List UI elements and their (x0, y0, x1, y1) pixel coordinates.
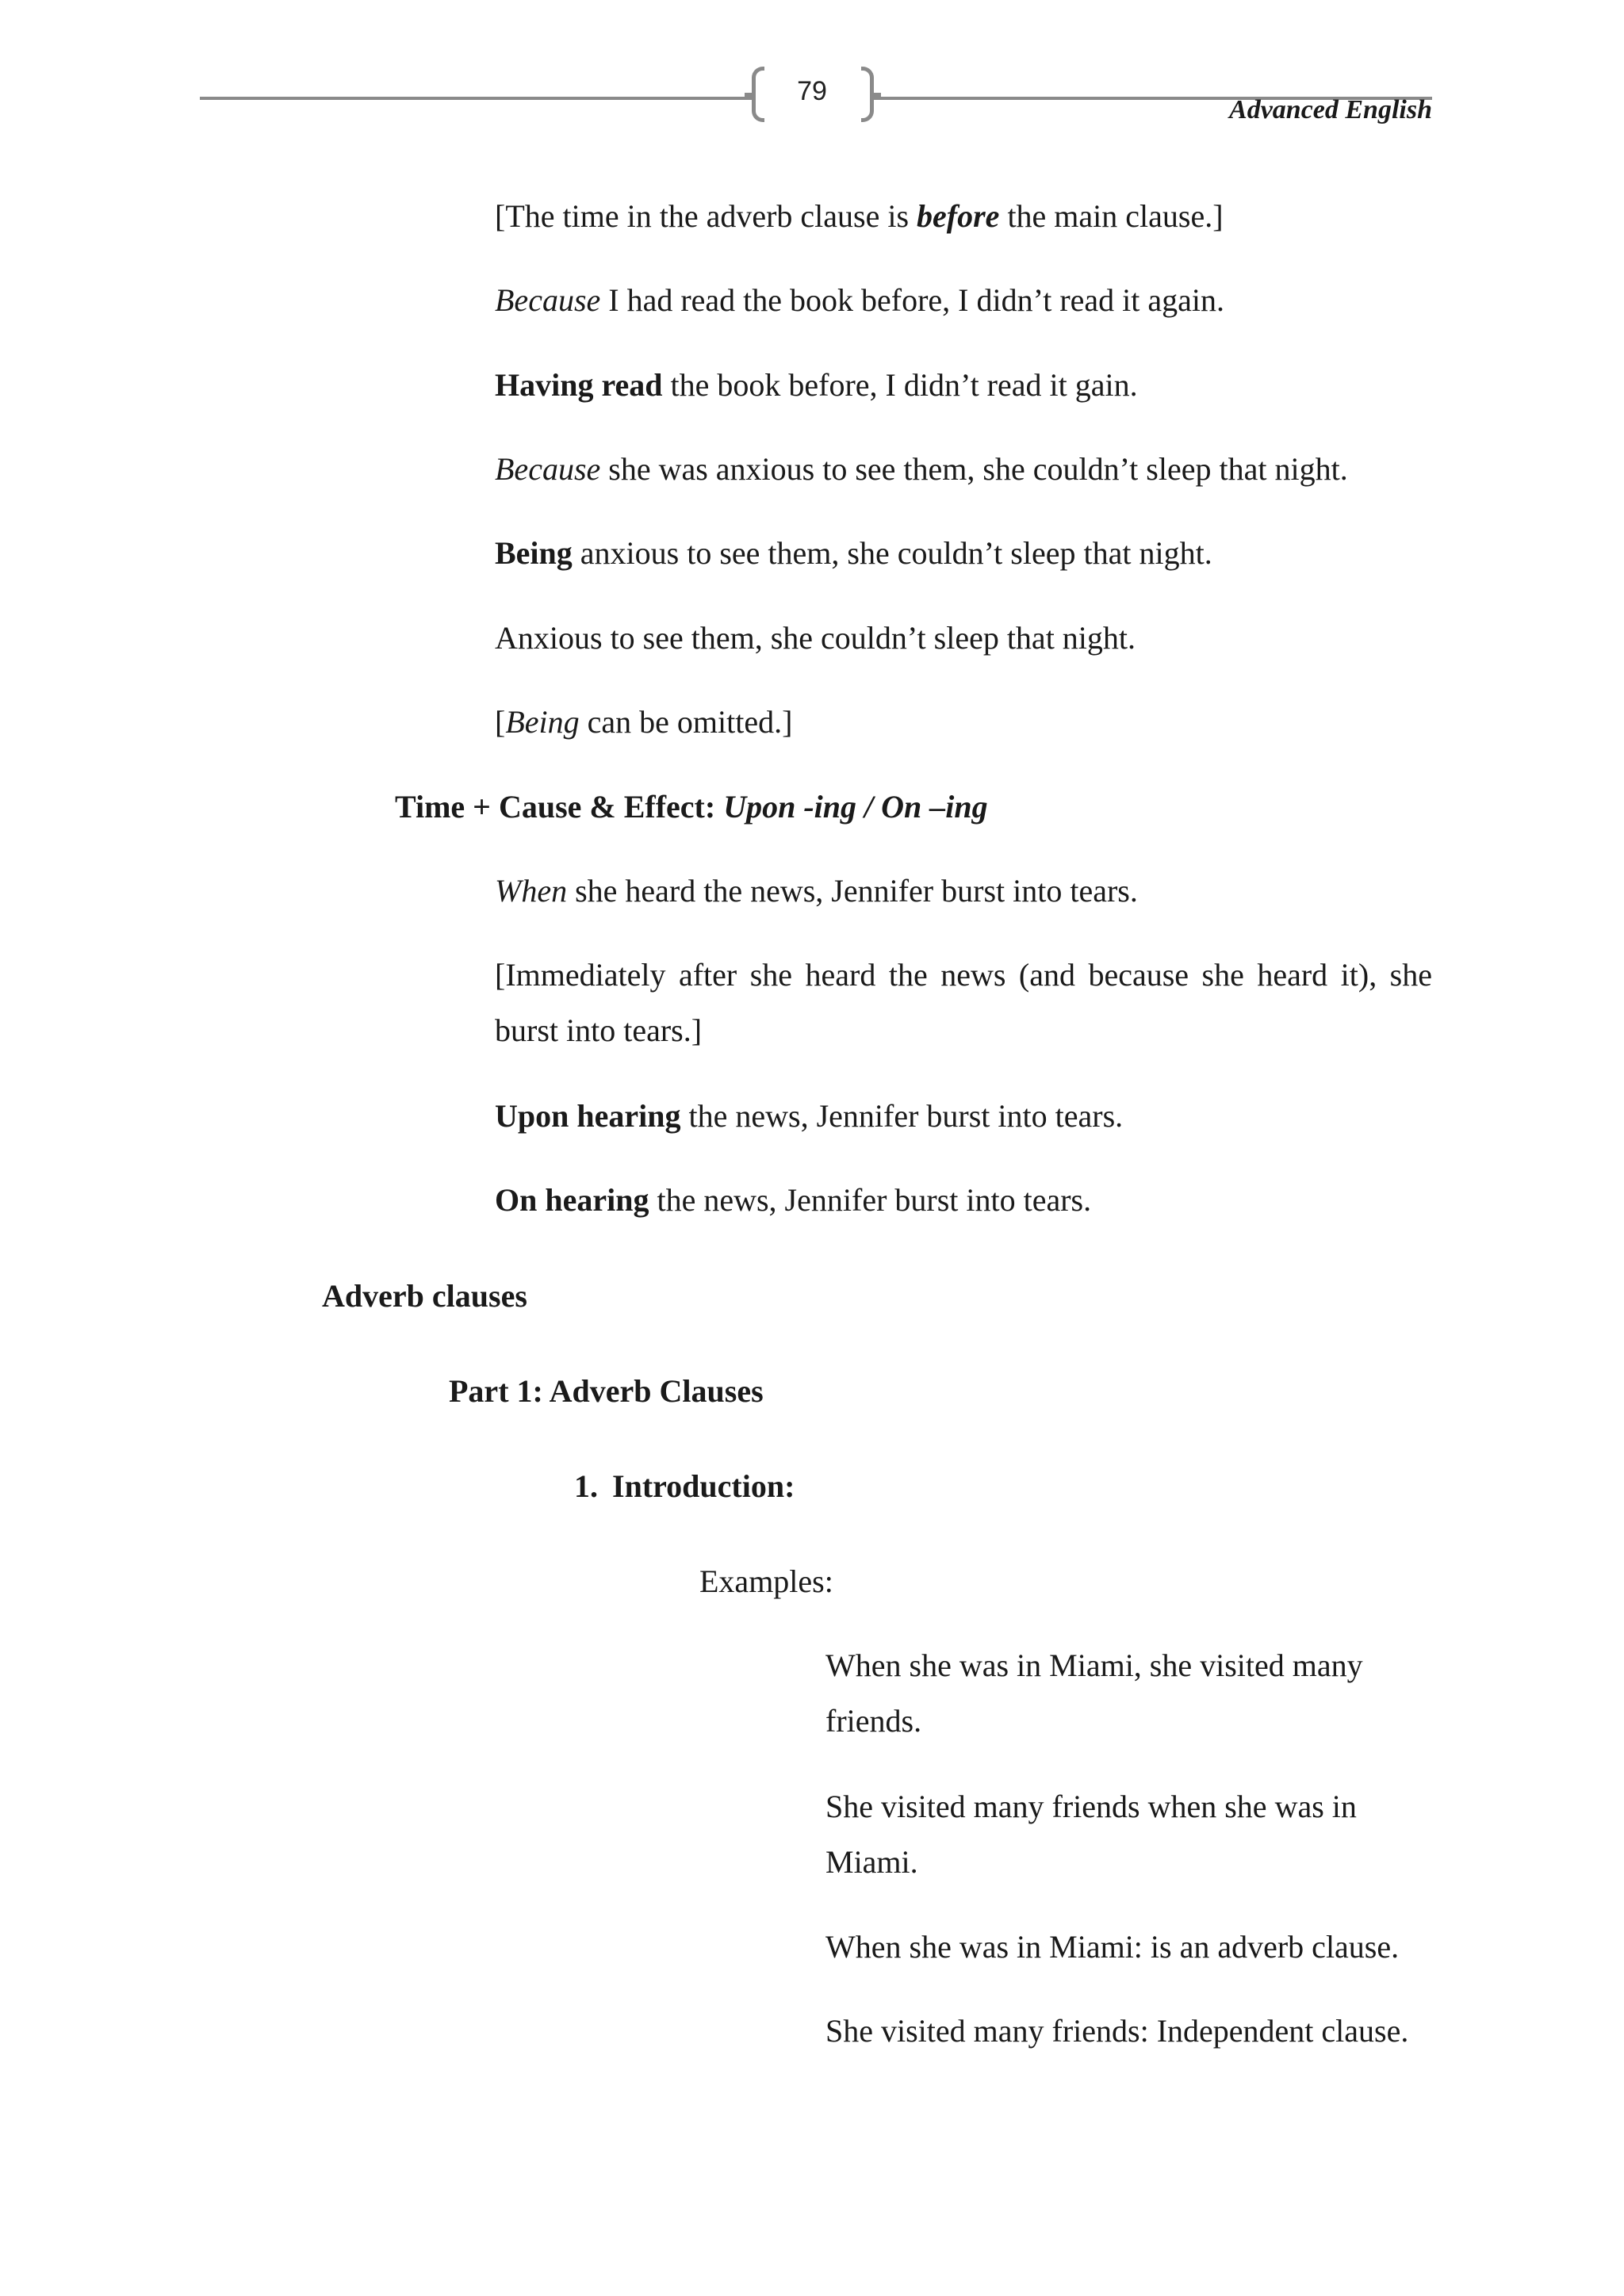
subheading-time-cause-effect (395, 779, 988, 835)
heading-text: Part 1: Adverb Clauses (449, 1373, 764, 1409)
paragraph-line: [Immediately after she heard the news (and because she heard it), she (495, 957, 1432, 993)
example-line: She visited many friends when she was in (825, 1789, 1357, 1824)
header-rule-left (200, 97, 755, 100)
example-2 (825, 1779, 1357, 1890)
text-segment: the news, Jennifer burst into tears. (680, 1098, 1124, 1134)
example-4: She visited many friends: Independent clause. (825, 2013, 1409, 2049)
example-line: When she was in Miami, she visited many (825, 1647, 1363, 1683)
text-segment: [ (495, 704, 506, 740)
italic-word: Because (495, 451, 601, 487)
text-segment: she heard the news, Jennifer burst into tears. (567, 873, 1138, 909)
example-1 (825, 1638, 1363, 1749)
page-number: 79 (797, 76, 827, 106)
text-line-5 (495, 526, 1212, 581)
bold-phrase: Time + Cause & Effect: (395, 789, 724, 825)
text-line-7 (495, 695, 792, 750)
text-segment: the news, Jennifer burst into tears. (649, 1182, 1092, 1218)
text-line-2 (495, 273, 1224, 328)
part-heading (449, 1364, 764, 1419)
text-segment: can be omitted.] (579, 704, 793, 740)
text-line-11 (495, 1089, 1123, 1144)
text-paragraph-10 (495, 947, 1432, 1058)
example-line: Miami. (825, 1844, 918, 1880)
bold-phrase: On hearing (495, 1182, 649, 1218)
page-number-right-bracket (861, 67, 874, 122)
paragraph-line: burst into tears.] (495, 1012, 703, 1048)
page-number-left-bracket (752, 67, 764, 122)
heading-text: Introduction: (612, 1468, 795, 1504)
italic-word: Being (505, 704, 580, 740)
italic-word: Because (495, 282, 601, 318)
numbered-heading (574, 1459, 795, 1514)
list-number: 1. (574, 1468, 598, 1504)
text-line-1 (495, 189, 1224, 244)
text-segment: I had read the book before, I didn’t read it again. (600, 282, 1225, 318)
bold-phrase: Upon hearing (495, 1098, 681, 1134)
text-segment: the main clause.] (999, 198, 1224, 234)
bold-italic-phrase: Upon -ing / On –ing (723, 789, 988, 825)
text-segment: anxious to see them, she couldn’t sleep that night. (572, 535, 1212, 571)
example-3: When she was in Miami: is an adverb clause. (825, 1929, 1400, 1965)
italic-word: When (495, 873, 568, 909)
bold-phrase: Being (495, 535, 573, 571)
text-line-9 (495, 863, 1138, 919)
example-line: friends. (825, 1703, 922, 1739)
text-segment: [The time in the adverb clause is (495, 198, 917, 234)
text-line-6: Anxious to see them, she couldn’t sleep that night. (495, 620, 1136, 656)
text-segment: she was anxious to see them, she couldn’t sleep that night. (600, 451, 1348, 487)
examples-label: Examples: (699, 1563, 833, 1599)
section-heading (322, 1269, 527, 1324)
text-segment: the book before, I didn’t read it gain. (662, 367, 1138, 403)
text-line-4 (495, 442, 1348, 497)
text-line-3 (495, 358, 1138, 413)
text-line-12 (495, 1173, 1091, 1228)
emphasis-before: before (917, 198, 1000, 234)
heading-text: Adverb clauses (322, 1278, 527, 1314)
running-title: Advanced English (1229, 95, 1432, 124)
bold-phrase: Having read (495, 367, 663, 403)
